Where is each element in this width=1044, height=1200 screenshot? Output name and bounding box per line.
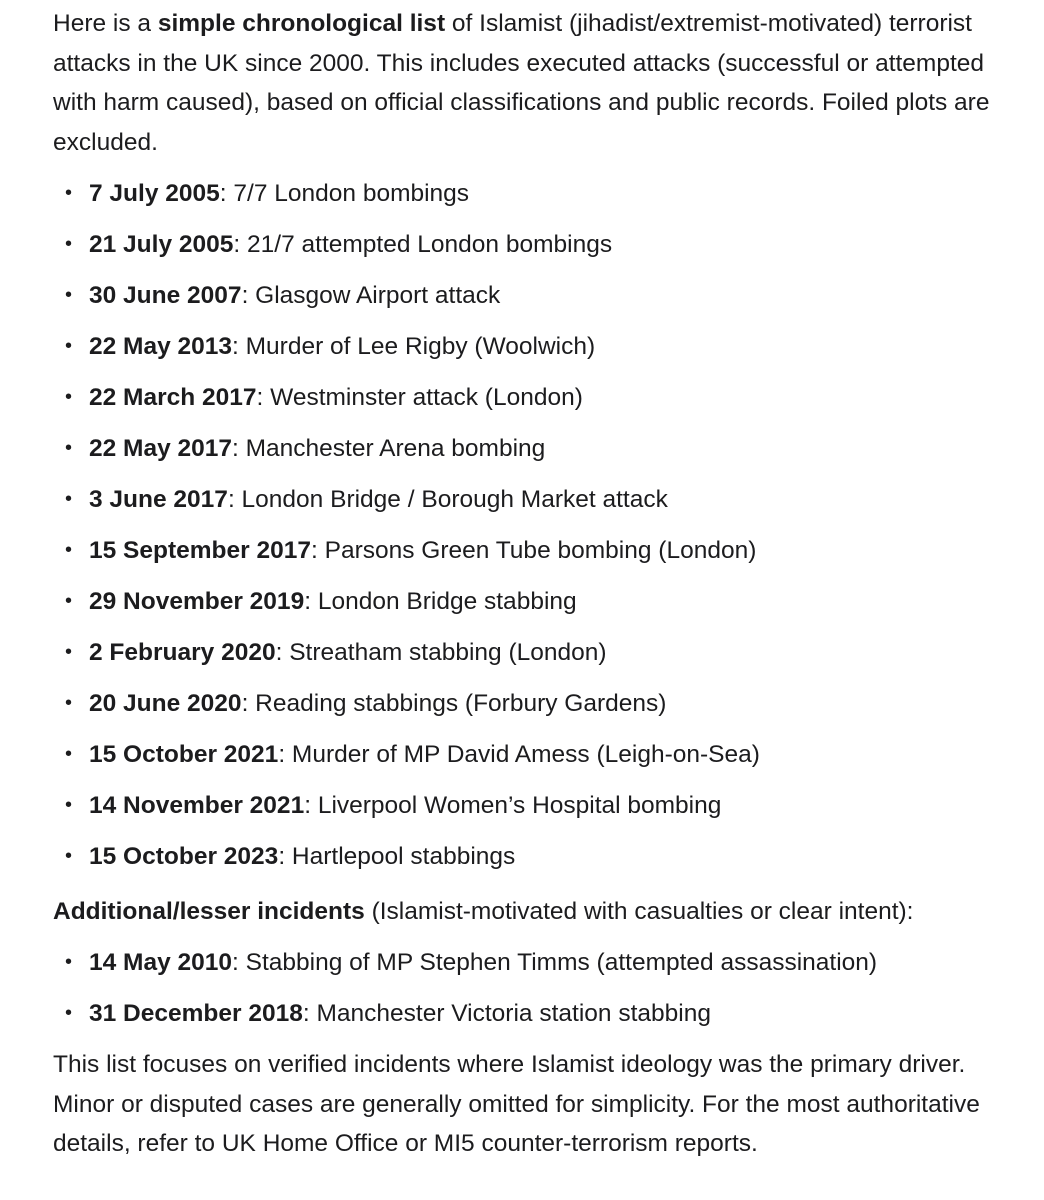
item-date: 14 May 2010	[89, 949, 233, 976]
bullet-icon: •	[65, 1002, 73, 1024]
bullet-icon: •	[65, 590, 73, 612]
item-desc: : Streatham stabbing (London)	[275, 639, 607, 666]
item-desc: : Westminster attack (London)	[256, 384, 583, 411]
list-item	[53, 937, 1013, 988]
bullet-icon: •	[65, 692, 73, 714]
list-item	[53, 780, 1013, 831]
item-desc: : Stabbing of MP Stephen Timms (attempted assassination)	[232, 949, 878, 976]
list-item	[53, 729, 1013, 780]
attack-list	[53, 168, 1013, 882]
bullet-icon: •	[65, 794, 73, 816]
item-date: 2 February 2020	[89, 639, 276, 666]
item-desc: : Murder of MP David Amess (Leigh-on-Sea)	[278, 741, 760, 768]
bullet-icon: •	[65, 386, 73, 408]
item-date: 15 September 2017	[89, 537, 311, 564]
item-date: 21 July 2005	[89, 231, 234, 258]
list-item	[53, 219, 1013, 270]
bullet-icon: •	[65, 335, 73, 357]
additional-heading	[53, 886, 1013, 937]
response-text	[53, 4, 1013, 1164]
bullet-icon: •	[65, 488, 73, 510]
list-item	[53, 270, 1013, 321]
additional-bold: Additional/lesser incidents	[53, 898, 365, 925]
item-date: 7 July 2005	[89, 180, 220, 207]
item-date: 3 June 2017	[89, 486, 228, 513]
list-item	[53, 372, 1013, 423]
item-date: 31 December 2018	[89, 1000, 303, 1027]
item-date: 22 March 2017	[89, 384, 257, 411]
item-desc: : Manchester Arena bombing	[232, 435, 546, 462]
outro-paragraph: This list focuses on verified incidents where Islamist ideology was the primary driver. Minor or disputed cases are generally omitted for simplicity. For the most authoritative details, refer to UK Home Office or MI5 counter-terrorism reports.	[53, 1051, 980, 1157]
list-item	[53, 525, 1013, 576]
bullet-icon: •	[65, 437, 73, 459]
list-item	[53, 474, 1013, 525]
bullet-icon: •	[65, 539, 73, 561]
bullet-icon: •	[65, 233, 73, 255]
item-date: 20 June 2020	[89, 690, 242, 717]
bullet-icon: •	[65, 182, 73, 204]
list-item	[53, 168, 1013, 219]
list-item	[53, 423, 1013, 474]
item-date: 15 October 2021	[89, 741, 279, 768]
item-date: 22 May 2017	[89, 435, 233, 462]
item-desc: : 7/7 London bombings	[219, 180, 470, 207]
item-desc: : Reading stabbings (Forbury Gardens)	[241, 690, 667, 717]
additional-list	[53, 937, 1013, 1039]
list-item	[53, 831, 1013, 882]
bullet-icon: •	[65, 641, 73, 663]
list-item	[53, 576, 1013, 627]
intro-paragraph	[53, 4, 1013, 162]
intro-pre: Here is a	[53, 10, 158, 37]
list-item	[53, 988, 1013, 1039]
item-desc: : Liverpool Women’s Hospital bombing	[304, 792, 722, 819]
item-desc: : Manchester Victoria station stabbing	[302, 1000, 711, 1027]
list-item	[53, 627, 1013, 678]
item-date: 30 June 2007	[89, 282, 242, 309]
item-desc: : Hartlepool stabbings	[278, 843, 516, 870]
item-desc: : London Bridge / Borough Market attack	[227, 486, 668, 513]
intro-post: of Islamist (jihadist/extremist-motivated) terrorist attacks in the UK since 2000. This includes executed attacks (successful or attempted with harm caused), based on official classifications and public records. Foiled plots are excluded.	[53, 10, 990, 156]
item-desc: : London Bridge stabbing	[304, 588, 577, 615]
item-desc: : 21/7 attempted London bombings	[233, 231, 613, 258]
additional-rest: (Islamist-motivated with casualties or clear intent):	[364, 898, 914, 925]
item-date: 15 October 2023	[89, 843, 279, 870]
item-date: 14 November 2021	[89, 792, 305, 819]
item-date: 29 November 2019	[89, 588, 305, 615]
item-desc: : Parsons Green Tube bombing (London)	[311, 537, 757, 564]
list-item	[53, 678, 1013, 729]
bullet-icon: •	[65, 743, 73, 765]
list-item	[53, 321, 1013, 372]
intro-bold: simple chronological list	[157, 10, 446, 37]
item-date: 22 May 2013	[89, 333, 233, 360]
bullet-icon: •	[65, 951, 73, 973]
item-desc: : Murder of Lee Rigby (Woolwich)	[232, 333, 596, 360]
bullet-icon: •	[65, 845, 73, 867]
item-desc: : Glasgow Airport attack	[241, 282, 501, 309]
bullet-icon: •	[65, 284, 73, 306]
